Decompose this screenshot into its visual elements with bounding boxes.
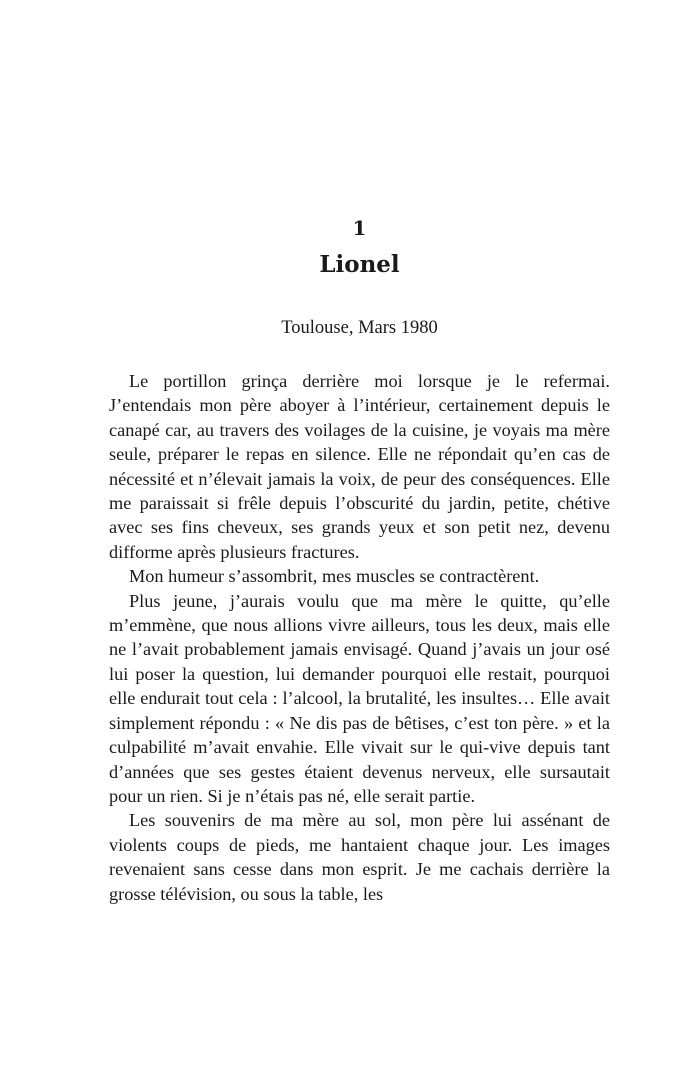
paragraph: Le portillon grinça derrière moi lorsque je le refermai. J’entendais mon père aboyer à l’intérieur, certainement depuis le canapé car, au travers des voilages de la cuisine, je voyais ma mère seule, préparer le repas en silence. Elle ne répondait qu’en cas de nécessité et n’élevait jamais la voix, de peur des conséquences. Elle me paraissait si frêle depuis l’obscurité du jardin, petite, chétive avec ses fins cheveux, ses grands yeux et son petit nez, devenu difforme après plusieurs fractures. [109,371,610,562]
paragraph: Les souvenirs de ma mère au sol, mon père lui assénant de violents coups de pieds, me hantaient chaque jour. Les images revenaient sans cesse dans mon esprit. Je me cachais derrière la grosse télévision, ou sous la table, les [109,810,610,904]
paragraph: Plus jeune, j’aurais voulu que ma mère le quitte, qu’elle m’emmène, que nous allions vivre ailleurs, tous les deux, mais elle ne l’avait probablement jamais envisagé. Quand j’avais un jour osé lui poser la question, lui demander pourquoi elle restait, pourquoi elle endurait tout cela : l’alcool, la brutalité, les insultes… Elle avait simplement répondu : « Ne dis pas de bêtises, c’est ton père. » et la culpabilité m’avait envahie. Elle vivait sur le qui-vive depuis tant d’années que ses gestes étaient devenus nerveux, elle sursautait pour un rien. Si je n’étais pas né, elle serait partie. [109,590,610,806]
chapter-body [109,369,610,906]
chapter-number: 1 [352,216,367,240]
book-page [109,0,610,1080]
place-date-heading: Toulouse, Mars 1980 [281,318,438,338]
chapter-title: Lionel [319,251,400,278]
paragraph: Mon humeur s’assombrit, mes muscles se contractèrent. [129,566,540,587]
